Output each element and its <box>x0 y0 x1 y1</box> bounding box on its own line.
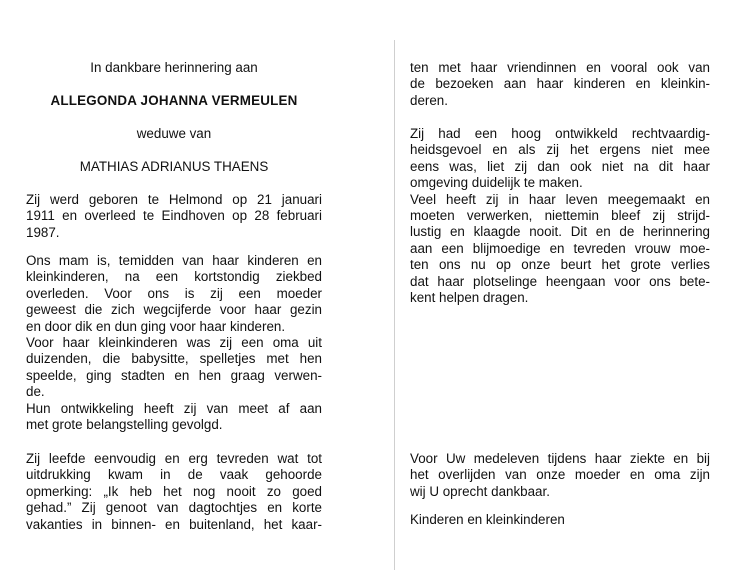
text-line: Zij had een hoog ontwikkeld rechtvaardig- <box>410 126 710 141</box>
text-line: duizenden, die babysitte, spelletjes met hen <box>26 351 322 367</box>
widow-of-line: weduwe van <box>136 126 212 141</box>
text-line: ten met haar vriendinnen en vooral ook van <box>410 60 710 75</box>
text-line: Veel heeft zij in haar leven meegemaakt en <box>410 191 710 207</box>
text-line: moeten verwerken, niettemin bleef zij strijd- <box>410 208 710 224</box>
text-line: lustig en klaagde nooit. Dit en de herinnering <box>410 224 710 240</box>
intro-line: In dankbare herinnering aan <box>90 60 258 75</box>
text-line: 1987. <box>26 224 60 240</box>
text-line: kleinkinderen, na een kortstondig ziekbed <box>26 269 322 285</box>
text-line: omgeving duidelijk te maken. <box>410 175 583 191</box>
text-line: dat haar plotselinge heengaan voor ons bete- <box>410 273 710 289</box>
text-line: eens was, liet zij dan ook niet na dit haar <box>410 158 710 174</box>
text-line: Zij leefde eenvoudig en erg tevreden wat tot <box>26 451 322 466</box>
text-line: geweest die zich wegcijferde voor haar gezin <box>26 302 322 318</box>
text-line: aan een blijmoedige en tevreden vrouw moe- <box>410 240 710 256</box>
signoff: Kinderen en kleinkinderen <box>410 512 565 527</box>
text-line: opmerking: „Ik heb het nog nooit zo goed <box>26 483 322 499</box>
text-line: ten ons nu op onze beurt het grote verlies <box>410 257 710 273</box>
text-line: wij U oprecht dankbaar. <box>410 483 550 499</box>
text-line: met grote belangstelling gevolgd. <box>26 417 223 433</box>
text-line: Voor haar kleinkinderen was zij een oma uit <box>26 335 322 351</box>
right-paragraph-3 <box>410 451 710 500</box>
text-line: 1911 en overleed te Eindhoven op 28 februari <box>26 208 322 224</box>
text-line: Ons mam is, temidden van haar kinderen en <box>26 253 322 268</box>
left-paragraph-1 <box>26 192 322 241</box>
text-line: heidsgevoel en als zij het ergens niet mee <box>410 142 710 158</box>
text-line: het overlijden van onze moeder en oma zijn <box>410 467 710 483</box>
text-line: de bezoeken aan haar kinderen en kleinkin- <box>410 76 710 92</box>
text-line: de. <box>26 384 45 400</box>
column-divider <box>394 40 395 570</box>
left-paragraph-3 <box>26 451 322 533</box>
text-line: en door dik en dun ging voor haar kinderen. <box>26 318 286 334</box>
text-line: overleden. Voor ons is zij een moeder <box>26 285 322 301</box>
left-paragraph-2 <box>26 253 322 433</box>
text-line: deren. <box>410 92 448 108</box>
deceased-name: ALLEGONDA JOHANNA VERMEULEN <box>50 93 298 108</box>
text-line: kent helpen dragen. <box>410 290 529 306</box>
text-line: gehad.” Zij genoot van dagtochtjes en korte <box>26 500 322 516</box>
text-line: Voor Uw medeleven tijdens haar ziekte en bij <box>410 451 710 466</box>
text-line: vakanties in binnen- en buitenland, het kaar- <box>26 516 322 532</box>
right-paragraph-1 <box>410 60 710 109</box>
right-paragraph-2 <box>410 126 710 306</box>
text-line: uitdrukking kwam in de vaak gehoorde <box>26 467 322 483</box>
text-line: Zij werd geboren te Helmond op 21 januari <box>26 192 322 207</box>
text-line: Hun ontwikkeling heeft zij van meet af aan <box>26 400 322 416</box>
text-line: speelde, ging stadten en hen graag verwen- <box>26 367 322 383</box>
husband-name: MATHIAS ADRIANUS THAENS <box>79 159 269 174</box>
